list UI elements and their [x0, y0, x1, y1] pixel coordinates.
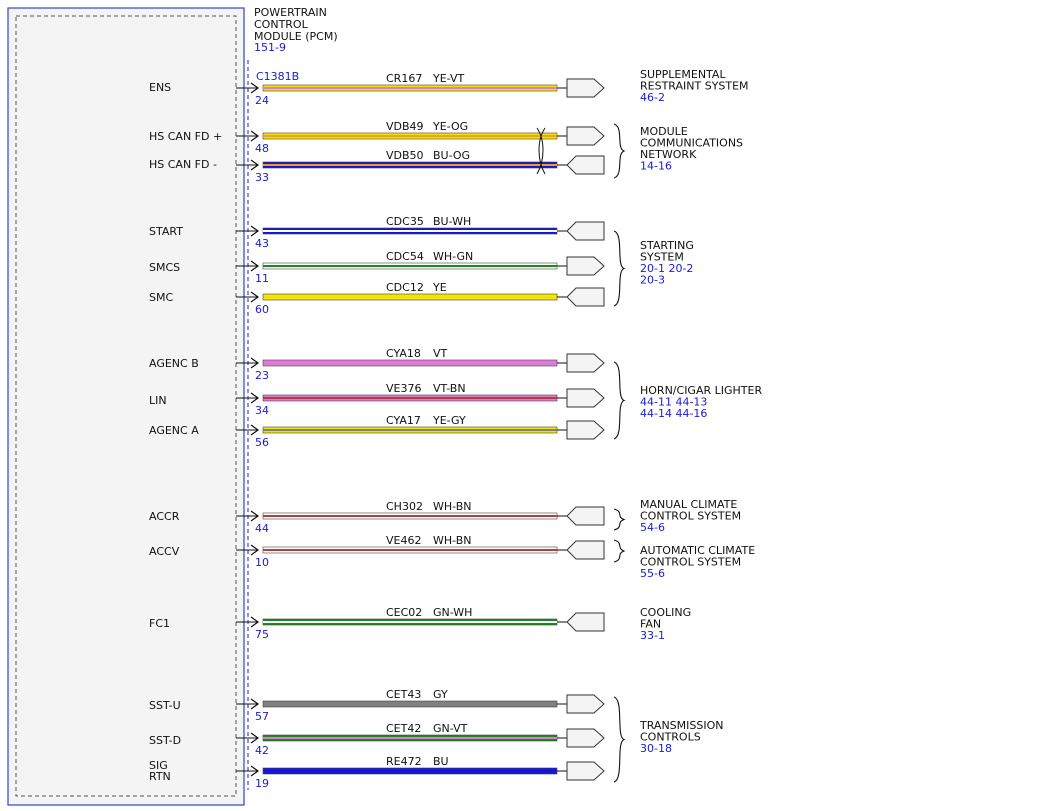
circuit-id: CH302 — [386, 500, 423, 513]
group-brace — [614, 124, 624, 178]
wire-stripe — [263, 737, 557, 739]
wire-color-code: YE — [433, 281, 447, 294]
destination-name: MODULE — [640, 125, 688, 138]
signal-label: SMCS — [149, 261, 181, 274]
circuit-id: VDB50 — [386, 149, 424, 162]
group-brace — [614, 509, 624, 530]
circuit-id: CDC12 — [386, 281, 424, 294]
pin-number: 19 — [255, 777, 269, 790]
circuit-id: CET42 — [386, 722, 422, 735]
circuit-id: CDC54 — [386, 250, 424, 263]
connector-terminal — [567, 288, 604, 306]
wire-color-code: WH-GN — [433, 250, 474, 263]
wire-cdc12 — [263, 294, 557, 300]
wire-stripe — [263, 164, 557, 166]
connector-terminal — [567, 156, 604, 174]
wire-stripe — [263, 429, 557, 431]
pin-number: 44 — [255, 522, 269, 535]
pin-number: 42 — [255, 744, 269, 757]
group-brace — [614, 231, 624, 306]
destination-ref: 54-6 — [640, 521, 665, 534]
pin-number: 10 — [255, 556, 269, 569]
circuit-id: CYA18 — [386, 347, 421, 360]
connector-terminal — [567, 389, 604, 407]
circuit-id: VE462 — [386, 534, 422, 547]
signal-label: ACCR — [149, 510, 180, 523]
signal-label: FC1 — [149, 617, 171, 630]
connector-terminal — [567, 127, 604, 145]
signal-label: LIN — [149, 394, 167, 407]
destination-ref: 44-14 44-16 — [640, 407, 708, 420]
pin-number: 57 — [255, 710, 269, 723]
destination-name: RESTRAINT SYSTEM — [640, 79, 749, 93]
destination-name: SYSTEM — [640, 250, 684, 264]
wire-cya18 — [263, 360, 557, 366]
connector-terminal — [567, 613, 604, 631]
wire-stripe — [263, 549, 557, 551]
wire-color-code: GN-WH — [433, 606, 473, 619]
wire-color-code: BU — [433, 755, 449, 768]
connector-terminal — [567, 507, 604, 525]
destination-ref: 20-1 20-2 — [640, 262, 694, 275]
wire-stripe — [263, 621, 557, 623]
pin-number: 48 — [255, 142, 269, 155]
destination-ref: 55-6 — [640, 567, 665, 580]
destination-ref: 46-2 — [640, 91, 665, 104]
connector-terminal — [567, 762, 604, 780]
circuit-id: CDC35 — [386, 215, 424, 228]
module-title-line-1: POWERTRAIN — [254, 6, 327, 19]
connector-terminal — [567, 695, 604, 713]
signal-label: HS CAN FD + — [149, 130, 223, 143]
signal-label: SST-D — [149, 734, 182, 747]
destination-name: AUTOMATIC CLIMATE — [640, 544, 756, 557]
destination-name: FAN — [640, 617, 662, 631]
wire-color-code: GY — [433, 688, 448, 701]
pin-number: 56 — [255, 436, 269, 449]
destinations-group — [614, 68, 762, 782]
destination-name: CONTROLS — [640, 730, 701, 744]
destination-name: TRANSMISSION — [640, 719, 724, 732]
wire-color-code: YE-OG — [433, 120, 469, 133]
module-outer-box — [8, 8, 244, 805]
pin-number: 23 — [255, 369, 269, 382]
destination-name: CONTROL SYSTEM — [640, 555, 742, 569]
wire-color-code: WH-BN — [433, 500, 472, 513]
connector-terminal — [567, 257, 604, 275]
destination-name: COOLING — [640, 606, 692, 619]
pin-number: 75 — [255, 628, 269, 641]
signal-label: HS CAN FD - — [149, 158, 217, 171]
circuit-id: CYA17 — [386, 414, 421, 427]
destination-ref: 30-18 — [640, 742, 672, 755]
pin-number: 43 — [255, 237, 269, 250]
signal-label: AGENC B — [149, 357, 199, 370]
destination-name: CONTROL SYSTEM — [640, 509, 742, 523]
wire-color-code: WH-BN — [433, 534, 472, 547]
wire-color-code: YE-VT — [433, 72, 465, 85]
connector-terminal — [567, 541, 604, 559]
connector-terminal — [567, 222, 604, 240]
signal-label: SMC — [149, 291, 174, 304]
module-ref: 151-9 — [254, 41, 286, 54]
circuit-id: RE472 — [386, 755, 422, 768]
destination-name: HORN/CIGAR LIGHTER — [640, 384, 763, 397]
pin-number: 24 — [255, 94, 269, 107]
signal-label: SST-U — [149, 699, 181, 712]
wire-color-code: GN-VT — [433, 722, 468, 735]
signal-label: ACCV — [149, 545, 180, 558]
connector-terminal — [567, 421, 604, 439]
destination-ref: 33-1 — [640, 629, 665, 642]
wire-stripe — [263, 515, 557, 517]
circuit-id: CR167 — [386, 72, 423, 85]
circuit-id: CEC02 — [386, 606, 423, 619]
signal-label: START — [149, 225, 183, 238]
wire-stripe — [263, 230, 557, 232]
connector-terminal — [567, 729, 604, 747]
connector-id: C1381B — [256, 70, 300, 83]
destination-ref: 20-3 — [640, 273, 665, 287]
wire-stripe — [263, 397, 557, 399]
wire-color-code: YE-GY — [433, 414, 466, 427]
wire-color-code: VT — [433, 347, 448, 360]
wire-stripe — [263, 265, 557, 267]
wire-stripe — [263, 135, 557, 137]
signal-label: SIG — [149, 759, 168, 772]
pin-number: 34 — [255, 404, 269, 417]
group-brace — [614, 362, 624, 439]
pin-number: 11 — [255, 272, 269, 285]
circuit-id: VDB49 — [386, 120, 424, 133]
wire-color-code: VT-BN — [433, 382, 466, 395]
wire-stripe — [263, 87, 557, 89]
circuit-id: VE376 — [386, 382, 422, 395]
pin-number: 60 — [255, 303, 269, 316]
pin-number: 33 — [255, 171, 269, 184]
destination-name: STARTING — [640, 239, 694, 252]
group-brace — [614, 540, 624, 562]
wire-re472 — [263, 768, 557, 774]
signal-label: ENS — [149, 81, 172, 94]
wire-cet43 — [263, 701, 557, 707]
group-brace — [614, 697, 624, 782]
connector-terminal — [567, 79, 604, 97]
destination-name: SUPPLEMENTAL — [640, 68, 726, 81]
destination-name: NETWORK — [640, 148, 697, 161]
wire-color-code: BU-WH — [433, 215, 472, 228]
destination-ref: 44-11 44-13 — [640, 395, 708, 409]
destination-name: MANUAL CLIMATE — [640, 498, 738, 511]
wire-color-code: BU-OG — [433, 149, 471, 162]
signal-label: AGENC A — [149, 424, 199, 437]
circuit-id: CET43 — [386, 688, 422, 701]
module-title-line-2: CONTROL — [254, 18, 308, 31]
signal-label: RTN — [149, 770, 171, 783]
destination-name: COMMUNICATIONS — [640, 136, 744, 150]
module-title-line-3: MODULE (PCM) — [254, 30, 338, 43]
destination-ref: 14-16 — [640, 159, 672, 173]
connector-terminal — [567, 354, 604, 372]
